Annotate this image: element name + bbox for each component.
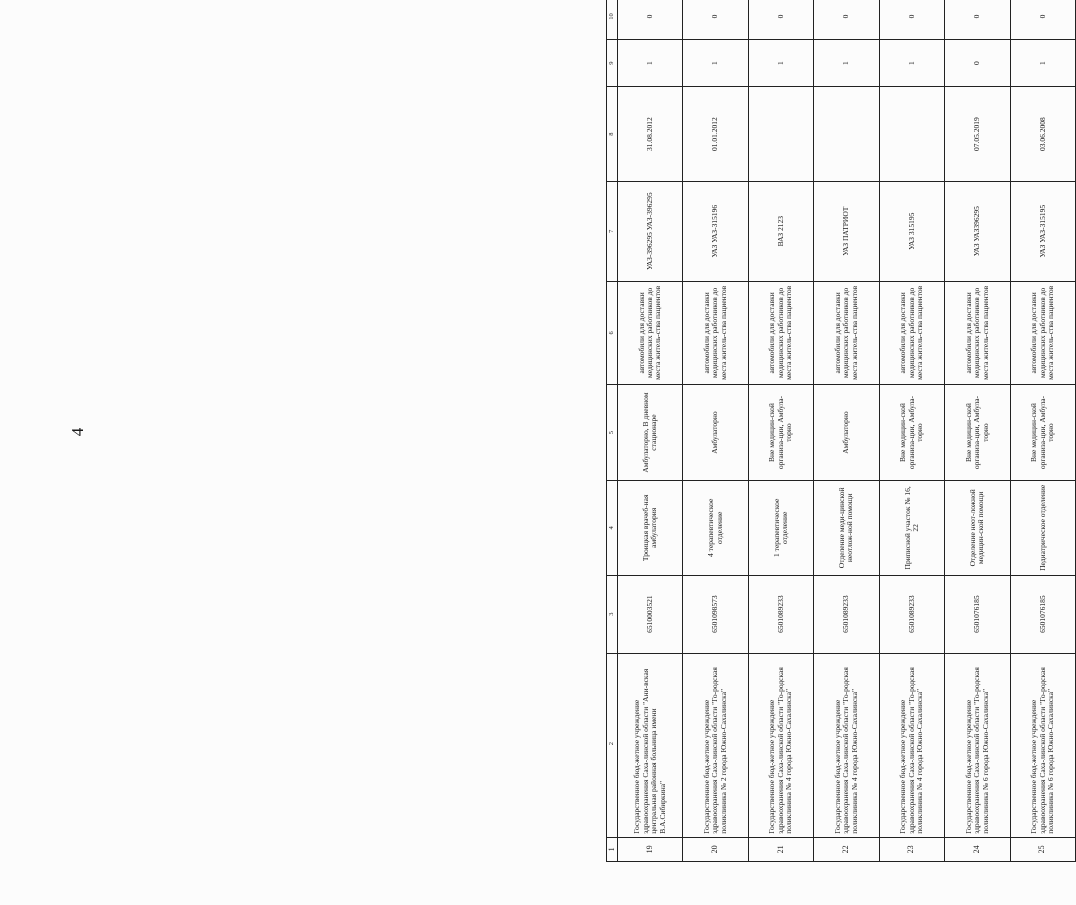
organization-code: 6501098573 bbox=[683, 575, 748, 653]
registration-date bbox=[879, 87, 944, 182]
row-number: 25 bbox=[1010, 837, 1075, 861]
row-number: 22 bbox=[814, 837, 879, 861]
col-number-9: 9 bbox=[607, 39, 618, 86]
department: Педиатрическое отделение bbox=[1010, 481, 1075, 576]
vehicle-purpose: автомобили для доставки медицинских работников до места житель-ства пациентов bbox=[945, 281, 1010, 385]
table-row bbox=[879, 0, 944, 862]
column-number-header bbox=[607, 0, 618, 862]
care-conditions: Амбулаторно, В дневном стационаре bbox=[618, 385, 683, 481]
vehicle-model: УАЗ-396295 УАЗ-396295 bbox=[618, 181, 683, 281]
organization-code: 6510003521 bbox=[618, 575, 683, 653]
table-row bbox=[1010, 0, 1075, 862]
vehicle-purpose: автомобили для доставки медицинских работников до места житель-ства пациентов bbox=[1010, 281, 1075, 385]
row-number: 24 bbox=[945, 837, 1010, 861]
organization-name: Государственное бюд-жетное учреждение здравоохранения Саха-линской области "Го-родская поликлиника № 4 города Южно-Сахалинска" bbox=[879, 653, 944, 837]
department: 1 терапевтическое отделение bbox=[748, 481, 813, 576]
organization-name: Государственное бюд-жетное учреждение здравоохранения Саха-линской области "Го-родская поликлиника № 4 города Южно-Сахалинска" bbox=[748, 653, 813, 837]
registration-date: 01.01.2012 bbox=[683, 87, 748, 182]
registration-date: 07.05.2019 bbox=[945, 87, 1010, 182]
vehicle-model: УАЗ УАЗ-315195 bbox=[1010, 181, 1075, 281]
value-col-10: 0 bbox=[748, 0, 813, 39]
vehicle-model: УАЗ ПАТРИОТ bbox=[814, 181, 879, 281]
care-conditions: Амбулаторно bbox=[683, 385, 748, 481]
rotated-table-container bbox=[606, 0, 1076, 862]
row-number: 23 bbox=[879, 837, 944, 861]
row-number: 21 bbox=[748, 837, 813, 861]
vehicle-model: ВАЗ 2123 bbox=[748, 181, 813, 281]
page-number: 4 bbox=[68, 427, 87, 437]
organization-name: Государственное бюд-жетное учреждение здравоохранения Саха-линской области "Го-родская поликлиника № 6 города Южно-Сахалинска" bbox=[945, 653, 1010, 837]
col-number-8: 8 bbox=[607, 87, 618, 182]
organization-code: 6501076185 bbox=[945, 575, 1010, 653]
care-conditions: Вне медицин-ской организа-ции, Амбула-торно bbox=[1010, 385, 1075, 481]
department: Троицкая врачеб-ная амбулатория bbox=[618, 481, 683, 576]
organization-name: Государственное бюд-жетное учреждение здравоохранения Саха-линской области "Ани-вская центральная районная больница имени В.А.Сибиркина" bbox=[618, 653, 683, 837]
row-number: 20 bbox=[683, 837, 748, 861]
col-number-7: 7 bbox=[607, 181, 618, 281]
table-body bbox=[618, 0, 1076, 862]
value-col-10: 0 bbox=[879, 0, 944, 39]
department: Приписной участок № 16, 22 bbox=[879, 481, 944, 576]
vehicle-purpose: автомобили для доставки медицинских работников до места житель-ства пациентов bbox=[748, 281, 813, 385]
organization-code: 6501089233 bbox=[748, 575, 813, 653]
value-col-9: 1 bbox=[748, 39, 813, 86]
value-col-9: 1 bbox=[1010, 39, 1075, 86]
vehicle-model: УАЗ УАЗ396295 bbox=[945, 181, 1010, 281]
value-col-9: 1 bbox=[814, 39, 879, 86]
organization-code: 6501089233 bbox=[814, 575, 879, 653]
vehicle-purpose: автомобили для доставки медицинских работников до места житель-ства пациентов bbox=[683, 281, 748, 385]
col-number-2: 2 bbox=[607, 653, 618, 837]
value-col-10: 0 bbox=[1010, 0, 1075, 39]
care-conditions: Вне медицин-ской организа-ции, Амбула-торно bbox=[879, 385, 944, 481]
vehicle-model: УАЗ УАЗ-315196 bbox=[683, 181, 748, 281]
registration-date: 31.08.2012 bbox=[618, 87, 683, 182]
vehicles-table bbox=[606, 0, 1076, 862]
value-col-10: 0 bbox=[618, 0, 683, 39]
header-row bbox=[607, 0, 618, 862]
department: Отделение неот-ложной медицин-ской помощи bbox=[945, 481, 1010, 576]
vehicle-model: УАЗ 315195 bbox=[879, 181, 944, 281]
col-number-5: 5 bbox=[607, 385, 618, 481]
care-conditions: Амбулаторно bbox=[814, 385, 879, 481]
value-col-10: 0 bbox=[814, 0, 879, 39]
registration-date bbox=[814, 87, 879, 182]
care-conditions: Вне медицин-ской организа-ции, Амбула-торно bbox=[748, 385, 813, 481]
table-row bbox=[683, 0, 748, 862]
row-number: 19 bbox=[618, 837, 683, 861]
table-row bbox=[945, 0, 1010, 862]
registration-date bbox=[748, 87, 813, 182]
value-col-9: 1 bbox=[879, 39, 944, 86]
col-number-1: 1 bbox=[607, 837, 618, 861]
organization-name: Государственное бюд-жетное учреждение здравоохранения Саха-линской области "Го-родская поликлиника № 6 города Южно-Сахалинска" bbox=[1010, 653, 1075, 837]
value-col-9: 0 bbox=[945, 39, 1010, 86]
organization-code: 6501089233 bbox=[879, 575, 944, 653]
registration-date: 03.06.2008 bbox=[1010, 87, 1075, 182]
care-conditions: Вне медицин-ской организа-ции, Амбула-торно bbox=[945, 385, 1010, 481]
organization-name: Государственное бюд-жетное учреждение здравоохранения Саха-линской области "Го-родская поликлиника № 2 города Южно-Сахалинска" bbox=[683, 653, 748, 837]
department: 4 терапевтическое отделение bbox=[683, 481, 748, 576]
value-col-9: 1 bbox=[618, 39, 683, 86]
organization-name: Государственное бюд-жетное учреждение здравоохранения Саха-линской области "Го-родская поликлиника № 4 города Южно-Сахалинска" bbox=[814, 653, 879, 837]
vehicle-purpose: автомобили для доставки медицинских работников до места житель-ства пациентов bbox=[618, 281, 683, 385]
value-col-10: 0 bbox=[683, 0, 748, 39]
col-number-10: 10 bbox=[607, 0, 618, 39]
value-col-9: 1 bbox=[683, 39, 748, 86]
col-number-4: 4 bbox=[607, 481, 618, 576]
organization-code: 6501076185 bbox=[1010, 575, 1075, 653]
vehicle-purpose: автомобили для доставки медицинских работников до места житель-ства пациентов bbox=[814, 281, 879, 385]
table-row bbox=[748, 0, 813, 862]
table-row bbox=[814, 0, 879, 862]
table-row bbox=[618, 0, 683, 862]
col-number-3: 3 bbox=[607, 575, 618, 653]
value-col-10: 0 bbox=[945, 0, 1010, 39]
col-number-6: 6 bbox=[607, 281, 618, 385]
vehicle-purpose: автомобили для доставки медицинских работников до места житель-ства пациентов bbox=[879, 281, 944, 385]
department: Отделение меди-цинской неотлож-ной помощи bbox=[814, 481, 879, 576]
